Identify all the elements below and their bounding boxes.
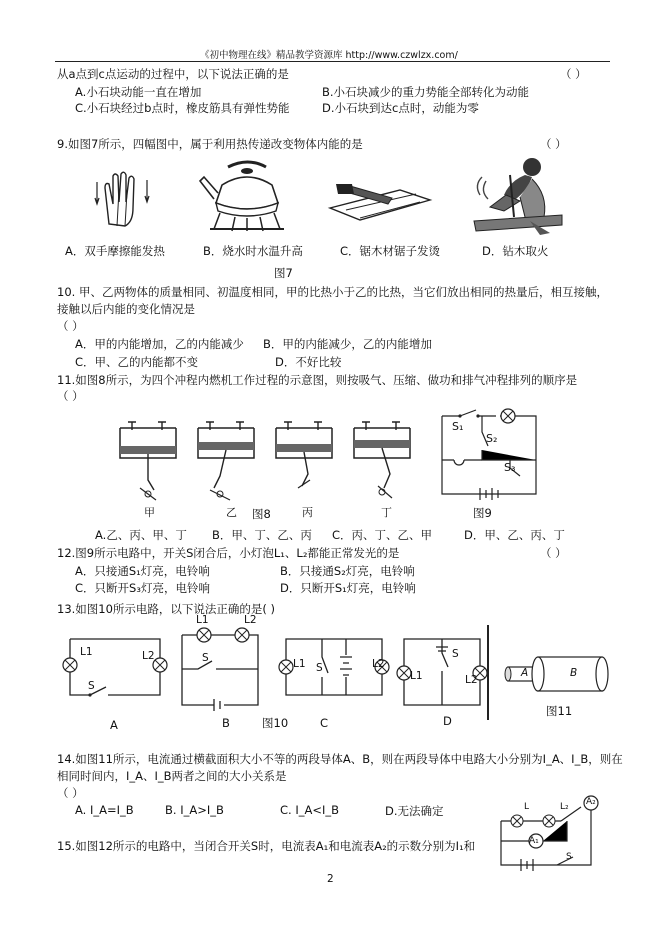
switch-label-s1: S₁ [452,420,464,433]
hands-rubbing-illustration [95,168,155,228]
circuit-a [63,639,167,697]
q8-stem: 从a点到c点运动的过程中，以下说法正确的是 [57,67,289,81]
bell-icon [454,460,464,465]
q10-stem: 10. 甲、乙两物体的质量相同、初温度相同，甲的比热小于乙的比热，当它们放出相同的热量后，相互接触， [57,285,608,299]
q9-bracket: （ ） [540,137,567,151]
lamp-label-l2-d: L2 [465,674,478,686]
q8-bracket: （ ） [560,67,587,81]
q8-option-d: D.小石块到达c点时，动能为零 [322,101,479,115]
engine-label-bing: 丙 [302,506,313,519]
figure-11-label: 图11 [546,704,573,718]
lamp-label-l1-b: L1 [196,614,209,626]
conductor-label-a: A [521,667,529,679]
q14-stem-2: 相同时间内，I_A、I_B两者之间的大小关系是 [57,769,287,783]
q12-option-c: C．只断开S₃灯亮，电铃响 [75,581,210,595]
kettle-illustration [200,163,295,235]
lamp-label-l1-a: L1 [80,646,93,658]
q9-stem: 9.如图7所示，四幅图中，属于利用热传递改变物体内能的是 [57,137,363,151]
header-rule [55,61,610,62]
q11-option-c: C．丙、丁、乙、甲 [332,528,433,542]
q10-stem-2: 接触以后内能的变化情况是 [57,302,195,316]
q14-option-d: D.无法确定 [385,804,444,818]
engine-label-ding: 丁 [381,506,392,519]
q11-option-b: B．甲、丁、乙、丙 [212,528,312,542]
meter-label-a1: A₁ [529,836,539,846]
q9-caption-d: D．钻木取火 [482,244,549,258]
circuit-label-b: B [222,716,230,730]
q12-option-d: D．只断开S₁灯亮，电铃响 [280,581,416,595]
switch-label-d: S [452,648,459,660]
lamp-label-l1-d: L1 [410,670,423,682]
lamp-label-l2-a: L2 [142,650,155,662]
lamp-label-l: L [524,802,530,812]
q12-option-a: A．只接通S₁灯亮，电铃响 [75,564,210,578]
switch-label-s3: S₃ [504,461,516,474]
circuit-label-d: D [443,714,452,728]
meter-label-a2: A₂ [586,797,596,807]
engine-label-yi: 乙 [226,506,237,519]
q9-caption-c: C．锯木材锯子发烫 [340,244,441,258]
fire-drill-illustration [470,155,565,237]
switch-s1-blade [460,410,476,416]
page-header: 《初中物理在线》精品教学资源库 http://www.czwlzx.com/ [200,50,458,61]
engine-cylinder-jia [120,422,176,500]
q10-option-c: C．甲、乙的内能都不变 [75,355,199,369]
circuit-label-c: C [320,716,329,730]
q12-bracket: （ ） [540,546,567,560]
lamp-label-l2-b: L2 [244,614,257,626]
q14-bracket: （ ） [57,786,84,800]
page-number: 2 [327,873,334,885]
q14-option-c: C. I_A<I_B [280,803,340,817]
q11-bracket: （ ） [57,389,84,403]
q13-stem: 13.如图10所示电路，以下说法正确的是( ) [57,602,276,616]
q12-stem: 12.图9所示电路中，开关S闭合后，小灯泡L₁、L₂都能正常发光的是 [57,546,400,560]
engine-label-jia: 甲 [144,506,155,519]
conductor-label-b: B [570,667,578,679]
figure-10-label: 图10 [262,716,289,730]
saw-wood-illustration [330,180,430,230]
lamp-label-l2: L₂ [560,802,569,812]
q10-option-b: B．甲的内能减少，乙的内能增加 [263,337,432,351]
q10-bracket: （ ） [57,319,84,333]
switch-label-a: S [88,680,95,692]
circuit-b [182,628,258,711]
switch-label-fig12: S [566,852,572,862]
q9-caption-b: B．烧水时水温升高 [203,244,303,258]
q14-option-b: B. I_A>I_B [165,803,224,817]
lamp-label-l1-c: L1 [293,658,306,670]
figure-8-label: 图8 [252,507,271,521]
q15-stem: 15.如图12所示的电路中，当闭合开关S时，电流表A₁和电流表A₂的示数分别为I₁和 [57,839,476,853]
q14-option-a: A. I_A=I_B [75,803,134,817]
q8-option-a: A.小石块动能一直在增加 [75,85,202,99]
engine-cylinder-yi [198,422,254,500]
q12-option-b: B．只接通S₂灯亮，电铃响 [280,564,415,578]
figure-9-label: 图9 [473,506,492,520]
switch-label-b: S [202,652,209,664]
q11-stem: 11.如图8所示，为四个冲程内燃机工作过程的示意图，则按吸气、压缩、做功和排气冲程排列的顺序是 [57,373,578,387]
q11-option-a: A.乙、丙、甲、丁 [95,528,187,542]
engine-strokes-figure [118,418,418,518]
engine-cylinder-ding [354,422,410,498]
q10-option-d: D．不好比较 [275,355,342,369]
switch-label-s2: S₂ [486,432,498,445]
q14-stem: 14.如图11所示，电流通过横截面积大小不等的两段导体A、B，则在两段导体中电路大小分别为I_A、I_B，则在 [57,752,623,766]
q9-caption-a: A．双手摩擦能发热 [65,244,165,258]
q8-option-b: B.小石块减少的重力势能全部转化为动能 [322,85,530,99]
figure-7-label: 图7 [274,266,293,280]
q8-option-c: C.小石块经过b点时，橡皮筋具有弹性势能 [75,101,290,115]
switch-label-c: S [316,662,323,674]
circuit-label-a: A [110,718,118,732]
q10-option-a: A．甲的内能增加，乙的内能减少 [75,337,244,351]
figure-divider [487,625,489,720]
lamp-label-l2-c: L2 [372,658,385,670]
q11-option-d: D．甲、乙、丙、丁 [464,528,565,542]
engine-cylinder-bing [276,422,332,488]
